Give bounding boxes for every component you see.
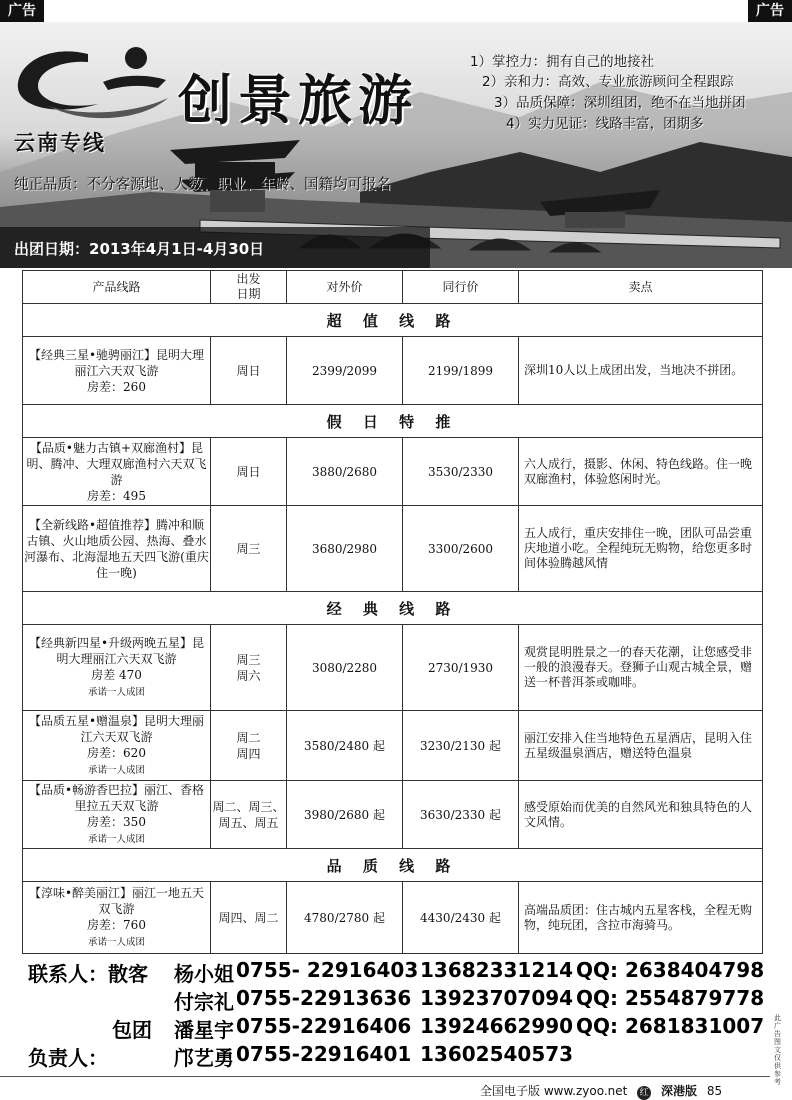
route-name: 【品质五星•赠温泉】昆明大理丽江六天双飞游 <box>28 713 205 744</box>
room-diff: 房差：495 <box>87 488 146 503</box>
section-title: 经 典 线 路 <box>23 592 763 625</box>
page-number: 85 <box>706 1084 723 1098</box>
date-value: 周日 <box>236 363 261 378</box>
col-header-route: 产品线路 <box>23 271 211 304</box>
col-header-date-text: 出发 <box>236 272 261 286</box>
trade-price-cell: 3230/2130 起 <box>403 711 519 781</box>
section-row <box>23 849 763 882</box>
public-price-cell: 4780/2780 起 <box>287 882 403 954</box>
public-price-cell: 3080/2280 <box>287 625 403 711</box>
selling-point-cell: 感受原始而优美的自然风光和独具特色的人文风情。 <box>519 781 763 849</box>
guarantee-note: 承诺一人成团 <box>87 833 145 845</box>
table-row <box>23 337 763 405</box>
guarantee-note: 承诺一人成团 <box>87 764 145 776</box>
date-value: 周四 <box>236 746 261 761</box>
contact-mobile: 13924662990 <box>420 1014 574 1038</box>
col-header-public-price: 对外价 <box>287 271 403 304</box>
header-banner <box>0 22 792 268</box>
trade-price-cell: 3530/2330 <box>403 438 519 506</box>
contact-name: 杨小姐 <box>174 962 234 986</box>
selling-point-cell: 高端品质团：住古城内五星客栈，全程无购物，纯玩团，含拉市海骑马。 <box>519 882 763 954</box>
route-cell <box>23 882 211 954</box>
table-row <box>23 711 763 781</box>
trade-price-cell: 4430/2430 起 <box>403 882 519 954</box>
edition-badge-icon: 红 <box>637 1086 651 1100</box>
date-cell <box>211 506 287 592</box>
trade-price-cell: 3300/2600 <box>403 506 519 592</box>
route-name: 【淳味•醉美丽江】丽江一地五天双飞游 <box>28 885 205 916</box>
room-diff: 房差 470 <box>91 667 142 682</box>
table-row <box>23 882 763 954</box>
contact-label: 包团 <box>112 1018 152 1042</box>
col-header-date-text2: 日期 <box>236 287 261 301</box>
route-cell <box>23 506 211 592</box>
route-name: 【经典三星•驰骋丽江】昆明大理丽江六天双飞游 <box>28 347 205 378</box>
date-cell <box>211 711 287 781</box>
contact-phone: 0755-22916401 <box>236 1042 412 1066</box>
contact-name: 邝艺勇 <box>174 1046 234 1070</box>
date-value: 周四、周二 <box>218 910 279 925</box>
contact-name: 付宗礼 <box>174 990 234 1014</box>
trade-price-cell: 2199/1899 <box>403 337 519 405</box>
contact-mobile: 13602540573 <box>420 1042 574 1066</box>
date-value: 周五、周五 <box>218 815 279 830</box>
contact-mobile: 13923707094 <box>420 986 574 1010</box>
date-cell <box>211 781 287 849</box>
route-cell <box>23 781 211 849</box>
public-price-cell: 3980/2680 起 <box>287 781 403 849</box>
section-title: 品 质 线 路 <box>23 849 763 882</box>
selling-point-cell: 丽江安排入住当地特色五星酒店，昆明入住五星级温泉酒店，赠送特色温泉 <box>519 711 763 781</box>
room-diff: 房差：350 <box>87 814 146 829</box>
departure-dates: 出团日期：2013年4月1日-4月30日 <box>14 240 265 258</box>
route-name: 【品质•魅力古镇+双廊渔村】昆明、腾冲、大理双廊渔村六天双飞游 <box>26 440 207 487</box>
guarantee-note: 承诺一人成团 <box>87 936 145 948</box>
route-cell <box>23 438 211 506</box>
contact-qq: QQ: 2638404798 <box>576 958 765 982</box>
route-cell <box>23 711 211 781</box>
contact-label: 负责人： <box>28 1046 108 1070</box>
selling-point-cell: 深圳10人以上成团出发，当地决不拼团。 <box>519 337 763 405</box>
contact-phone: 0755- 22916403 <box>236 958 419 982</box>
feature-item: 2）亲和力：高效、专业旅游顾问全程跟踪 <box>482 74 734 90</box>
contact-phone: 0755-22913636 <box>236 986 412 1010</box>
date-cell <box>211 337 287 405</box>
section-row <box>23 304 763 337</box>
date-value: 周六 <box>236 668 261 683</box>
quality-statement: 纯正品质：不分客源地、人数、职业、年龄、国籍均可报名 <box>14 177 391 193</box>
sub-brand: 云南专线 <box>14 130 106 155</box>
feature-item: 3）品质保障：深圳组团，绝不在当地拼团 <box>494 95 746 111</box>
route-cell <box>23 625 211 711</box>
date-cell <box>211 882 287 954</box>
section-row <box>23 405 763 438</box>
brand-name: 创景旅游 <box>178 68 418 132</box>
route-name: 【经典新四星•升级两晚五星】昆明大理丽江六天双飞游 <box>28 635 205 666</box>
ad-label-left: 广告 <box>0 0 44 22</box>
trade-price-cell: 2730/1930 <box>403 625 519 711</box>
price-table <box>22 270 763 954</box>
date-cell <box>211 438 287 506</box>
selling-point-cell: 六人成行，摄影、休闲、特色线路。住一晚双廊渔村，体验悠闲时光。 <box>519 438 763 506</box>
table-header-row <box>23 271 763 304</box>
page-footer <box>480 1082 728 1100</box>
section-title: 假 日 特 推 <box>23 405 763 438</box>
room-diff: 房差：620 <box>87 745 146 760</box>
col-header-trade-price: 同行价 <box>403 271 519 304</box>
route-name: 【全新线路•超值推荐】腾冲和顺古镇、火山地质公园、热海、叠水河瀑布、北海湿地五天四飞游(重庆住一晚) <box>24 517 209 580</box>
contact-name: 潘星宇 <box>174 1018 234 1042</box>
public-price-cell: 2399/2099 <box>287 337 403 405</box>
edition-text: 全国电子版 www.zyoo.net <box>480 1084 628 1098</box>
footer-divider <box>0 1076 770 1077</box>
table-row <box>23 625 763 711</box>
route-cell <box>23 337 211 405</box>
table-row <box>23 506 763 592</box>
public-price-cell: 3580/2480 起 <box>287 711 403 781</box>
feature-item: 4）实力见证：线路丰富，团期多 <box>506 116 704 132</box>
public-price-cell: 3880/2680 <box>287 438 403 506</box>
date-value: 周日 <box>236 464 261 479</box>
guarantee-note: 承诺一人成团 <box>87 686 145 698</box>
ad-label-right: 广告 <box>748 0 792 22</box>
contact-label: 联系人：散客 <box>28 962 148 986</box>
selling-point-cell: 五人成行，重庆安排住一晚，团队可品尝重庆地道小吃。全程纯玩无购物，给您更多时间体验腾越风情 <box>519 506 763 592</box>
route-name: 【品质•畅游香巴拉】丽江、香格里拉五天双飞游 <box>28 782 205 813</box>
public-price-cell: 3680/2980 <box>287 506 403 592</box>
table-row <box>23 438 763 506</box>
date-value: 周二、周三、 <box>212 799 285 814</box>
room-diff: 房差：760 <box>87 917 146 932</box>
section-row <box>23 592 763 625</box>
section-title: 超 值 线 路 <box>23 304 763 337</box>
side-disclaimer: 此广告图文仅供参考 <box>774 1014 781 1086</box>
company-logo <box>8 36 173 126</box>
col-header-selling: 卖点 <box>519 271 763 304</box>
table-row <box>23 781 763 849</box>
date-value: 周三 <box>236 652 261 667</box>
date-value: 周三 <box>236 541 261 556</box>
date-value: 周二 <box>236 730 261 745</box>
trade-price-cell: 3630/2330 起 <box>403 781 519 849</box>
contact-qq: QQ: 2554879778 <box>576 986 765 1010</box>
selling-point-cell: 观赏昆明胜景之一的春天花潮，让您感受非一般的浪漫春天。登狮子山观古城全景，赠送一杯普洱茶或咖啡。 <box>519 625 763 711</box>
col-header-date <box>211 271 287 304</box>
room-diff: 房差：260 <box>87 379 146 394</box>
date-cell <box>211 625 287 711</box>
region-text: 深港版 <box>661 1084 698 1098</box>
contact-mobile: 13682331214 <box>420 958 574 982</box>
contact-qq: QQ: 2681831007 <box>576 1014 765 1038</box>
contact-phone: 0755-22916406 <box>236 1014 412 1038</box>
feature-item: 1）掌控力：拥有自己的地接社 <box>470 54 655 70</box>
